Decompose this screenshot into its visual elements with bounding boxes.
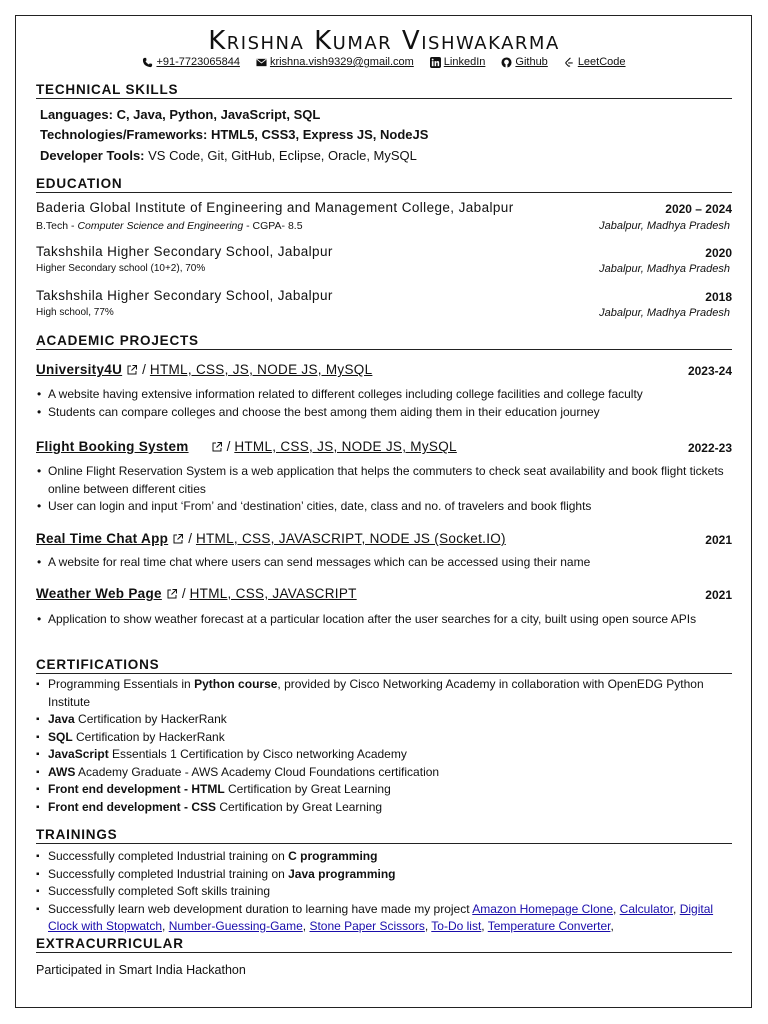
linkedin-text: LinkedIn (443, 56, 486, 68)
training-text: Successfully learn web development duration to learning have made my project (48, 901, 473, 916)
education-year: 2020 – 2024 (665, 202, 732, 216)
education-location: Jabalpur, Madhya Pradesh (599, 220, 730, 232)
email-text: krishna.vish9329@gmail.com (269, 56, 414, 68)
cert-bold: SQL (48, 729, 73, 744)
list-item (48, 848, 740, 866)
email-link[interactable] (256, 56, 414, 68)
training-list (36, 848, 740, 936)
cert-text: Programming Essentials in (48, 677, 195, 691)
cert-text: Certification by Great Learning (216, 799, 383, 814)
education-location: Jabalpur, Madhya Pradesh (599, 307, 730, 319)
project-tech: HTML, CSS, JAVASCRIPT, NODE JS (Socket.IO) (195, 531, 506, 546)
extracurricular-text: Participated in Smart India Hackathon (36, 963, 246, 977)
education-location: Jabalpur, Madhya Pradesh (599, 263, 730, 275)
project-separator: / (226, 439, 231, 454)
training-bold: Java programming (288, 866, 396, 881)
section-extracurricular: EXTRACURRICULAR (36, 936, 732, 953)
external-link-icon[interactable] (126, 364, 138, 376)
list-item: • Application to show weather forecast at a particular location after the user searches for a city, built using open source APIs (48, 611, 740, 629)
education-degree-detail: Computer Science and Engineering (77, 220, 244, 232)
education-year: 2020 (705, 246, 732, 260)
skills-languages: Languages: C, Java, Python, JavaScript, SQL (40, 107, 321, 122)
github-icon (501, 57, 512, 68)
project-link-amazon-clone[interactable]: Amazon Homepage Clone (472, 901, 613, 916)
cert-bold: AWS (48, 764, 76, 779)
training-text: Successfully completed Soft skills training (48, 884, 271, 898)
education-degree (36, 220, 303, 232)
section-education: EDUCATION (36, 176, 732, 193)
project-heading (36, 362, 372, 377)
leetcode-link[interactable] (564, 56, 626, 68)
section-certifications: CERTIFICATIONS (36, 657, 732, 674)
project-link-calculator[interactable]: Calculator (619, 901, 674, 916)
project-link-digital-clock[interactable]: Digital Clock with Stopwatch (48, 901, 714, 933)
list-item: • Students can compare colleges and choose the best among them aiding them in their education journey (48, 404, 740, 422)
candidate-name: Krishna Kumar Vishwakarma (208, 26, 560, 56)
list-item (48, 764, 740, 782)
mail-icon (256, 57, 267, 68)
leetcode-icon (564, 57, 575, 68)
project-heading (36, 531, 506, 546)
list-item (48, 729, 740, 747)
project-name[interactable]: University4U (36, 362, 123, 377)
education-institution: Baderia Global Institute of Engineering and Management College, Jabalpur (36, 200, 514, 215)
project-bullets (36, 463, 740, 516)
training-text: Successfully completed Industrial training on (48, 866, 289, 881)
cert-text: Certification by HackerRank (74, 712, 227, 726)
cert-bold: Front end development - HTML (48, 782, 225, 796)
project-link-temperature-converter[interactable]: Temperature Converter (487, 919, 611, 933)
project-separator: / (181, 586, 186, 601)
external-link-icon[interactable] (172, 533, 184, 545)
education-year: 2018 (705, 290, 732, 304)
list-item (48, 781, 740, 799)
contact-bar (0, 56, 768, 68)
project-tech: HTML, CSS, JS, NODE JS, MySQL (149, 362, 373, 377)
project-bullets (36, 554, 740, 572)
list-item (48, 866, 740, 884)
education-institution: Takshshila Higher Secondary School, Jabalpur (36, 244, 333, 259)
project-year: 2021 (705, 588, 732, 602)
cert-bold: Java (48, 712, 75, 726)
project-tech: HTML, CSS, JAVASCRIPT (189, 586, 357, 601)
cert-text: Certification by Great Learning (224, 782, 391, 796)
project-year: 2023-24 (687, 364, 732, 378)
education-score: - CGPA- 8.5 (243, 220, 303, 232)
project-tech: HTML, CSS, JS, NODE JS, MySQL (234, 439, 457, 454)
list-item: • User can login and input ‘From’ and ‘destination’ cities, date, class and no. of travelers and book flights (48, 498, 740, 516)
project-heading (36, 586, 357, 601)
project-name[interactable]: Real Time Chat App (36, 531, 169, 546)
cert-text: Academy Graduate - AWS Academy Cloud Foundations certification (75, 764, 440, 779)
external-link-icon[interactable] (166, 588, 178, 600)
skills-technologies: Technologies/Frameworks: HTML5, CSS3, Express JS, NodeJS (40, 127, 429, 142)
education-degree-label: B.Tech - (36, 220, 78, 232)
education-degree: Higher Secondary school (10+2), 70% (36, 263, 206, 274)
list-item (48, 676, 740, 711)
section-trainings: TRAININGS (36, 827, 732, 844)
external-link-icon[interactable] (211, 441, 223, 453)
cert-bold: Python course (194, 677, 278, 691)
cert-bold: JavaScript (48, 747, 109, 761)
project-separator: / (188, 531, 192, 546)
certification-list (36, 676, 740, 816)
leetcode-text: LeetCode (577, 56, 626, 68)
cert-bold: Front end development - CSS (48, 799, 217, 814)
project-name[interactable]: Flight Booking System (36, 439, 189, 454)
project-bullets (36, 611, 740, 629)
section-academic-projects: ACADEMIC PROJECTS (36, 333, 732, 350)
cert-text: Certification by HackerRank (72, 729, 225, 744)
list-item: • A website for real time chat where users can send messages which can be accessed using their name (48, 554, 740, 572)
list-item (48, 711, 740, 729)
project-separator: / (142, 362, 146, 377)
list-item: • Online Flight Reservation System is a web application that helps the commuters to check seat availability and book flight tickets online between different cities (48, 463, 740, 498)
training-text: Successfully completed Industrial training on (48, 849, 289, 863)
cert-text: , provided by Cisco Networking Academy in collaboration with OpenEDG Python Institute (48, 677, 704, 709)
skills-developer-tools (40, 148, 417, 163)
cert-text: Essentials 1 Certification by Cisco networking Academy (108, 747, 407, 761)
list-item (48, 799, 740, 817)
education-institution: Takshshila Higher Secondary School, Jabalpur (36, 288, 333, 303)
phone-link[interactable] (142, 56, 240, 68)
list-item (48, 746, 740, 764)
project-bullets (36, 386, 740, 421)
skills-tools-value: VS Code, Git, GitHub, Eclipse, Oracle, MySQL (144, 148, 417, 163)
github-text: Github (515, 56, 548, 68)
project-link-todo[interactable]: To-Do list (431, 919, 482, 933)
project-link-number-guessing[interactable]: Number-Guessing-Game (168, 919, 303, 933)
linkedin-icon (430, 57, 441, 68)
project-heading (36, 439, 457, 454)
list-item: ▪ Successfully learn web development duration to learning have made my project Amazon Homepage Clone, Calculator, Digital Clock with Stopwatch, Number-Guessing-Game, Stone Paper Scissors, To-Do list, Temperature Converter, (48, 901, 740, 936)
phone-icon (142, 57, 153, 68)
github-link[interactable] (501, 56, 547, 68)
project-link-stone-paper-scissors[interactable]: Stone Paper Scissors (309, 919, 425, 933)
list-item (48, 883, 740, 901)
linkedin-link[interactable] (430, 56, 486, 68)
project-name[interactable]: Weather Web Page (36, 586, 162, 601)
skills-tools-label: Developer Tools: (40, 148, 145, 163)
project-year: 2021 (705, 533, 732, 547)
section-technical-skills: TECHNICAL SKILLS (36, 82, 732, 99)
list-item: • A website having extensive information related to different colleges including college facilities and college faculty (48, 386, 740, 404)
training-bold: C programming (288, 849, 378, 863)
education-degree: High school, 77% (36, 307, 114, 318)
project-year: 2022-23 (687, 441, 732, 455)
phone-text: +91-7723065844 (156, 56, 240, 68)
